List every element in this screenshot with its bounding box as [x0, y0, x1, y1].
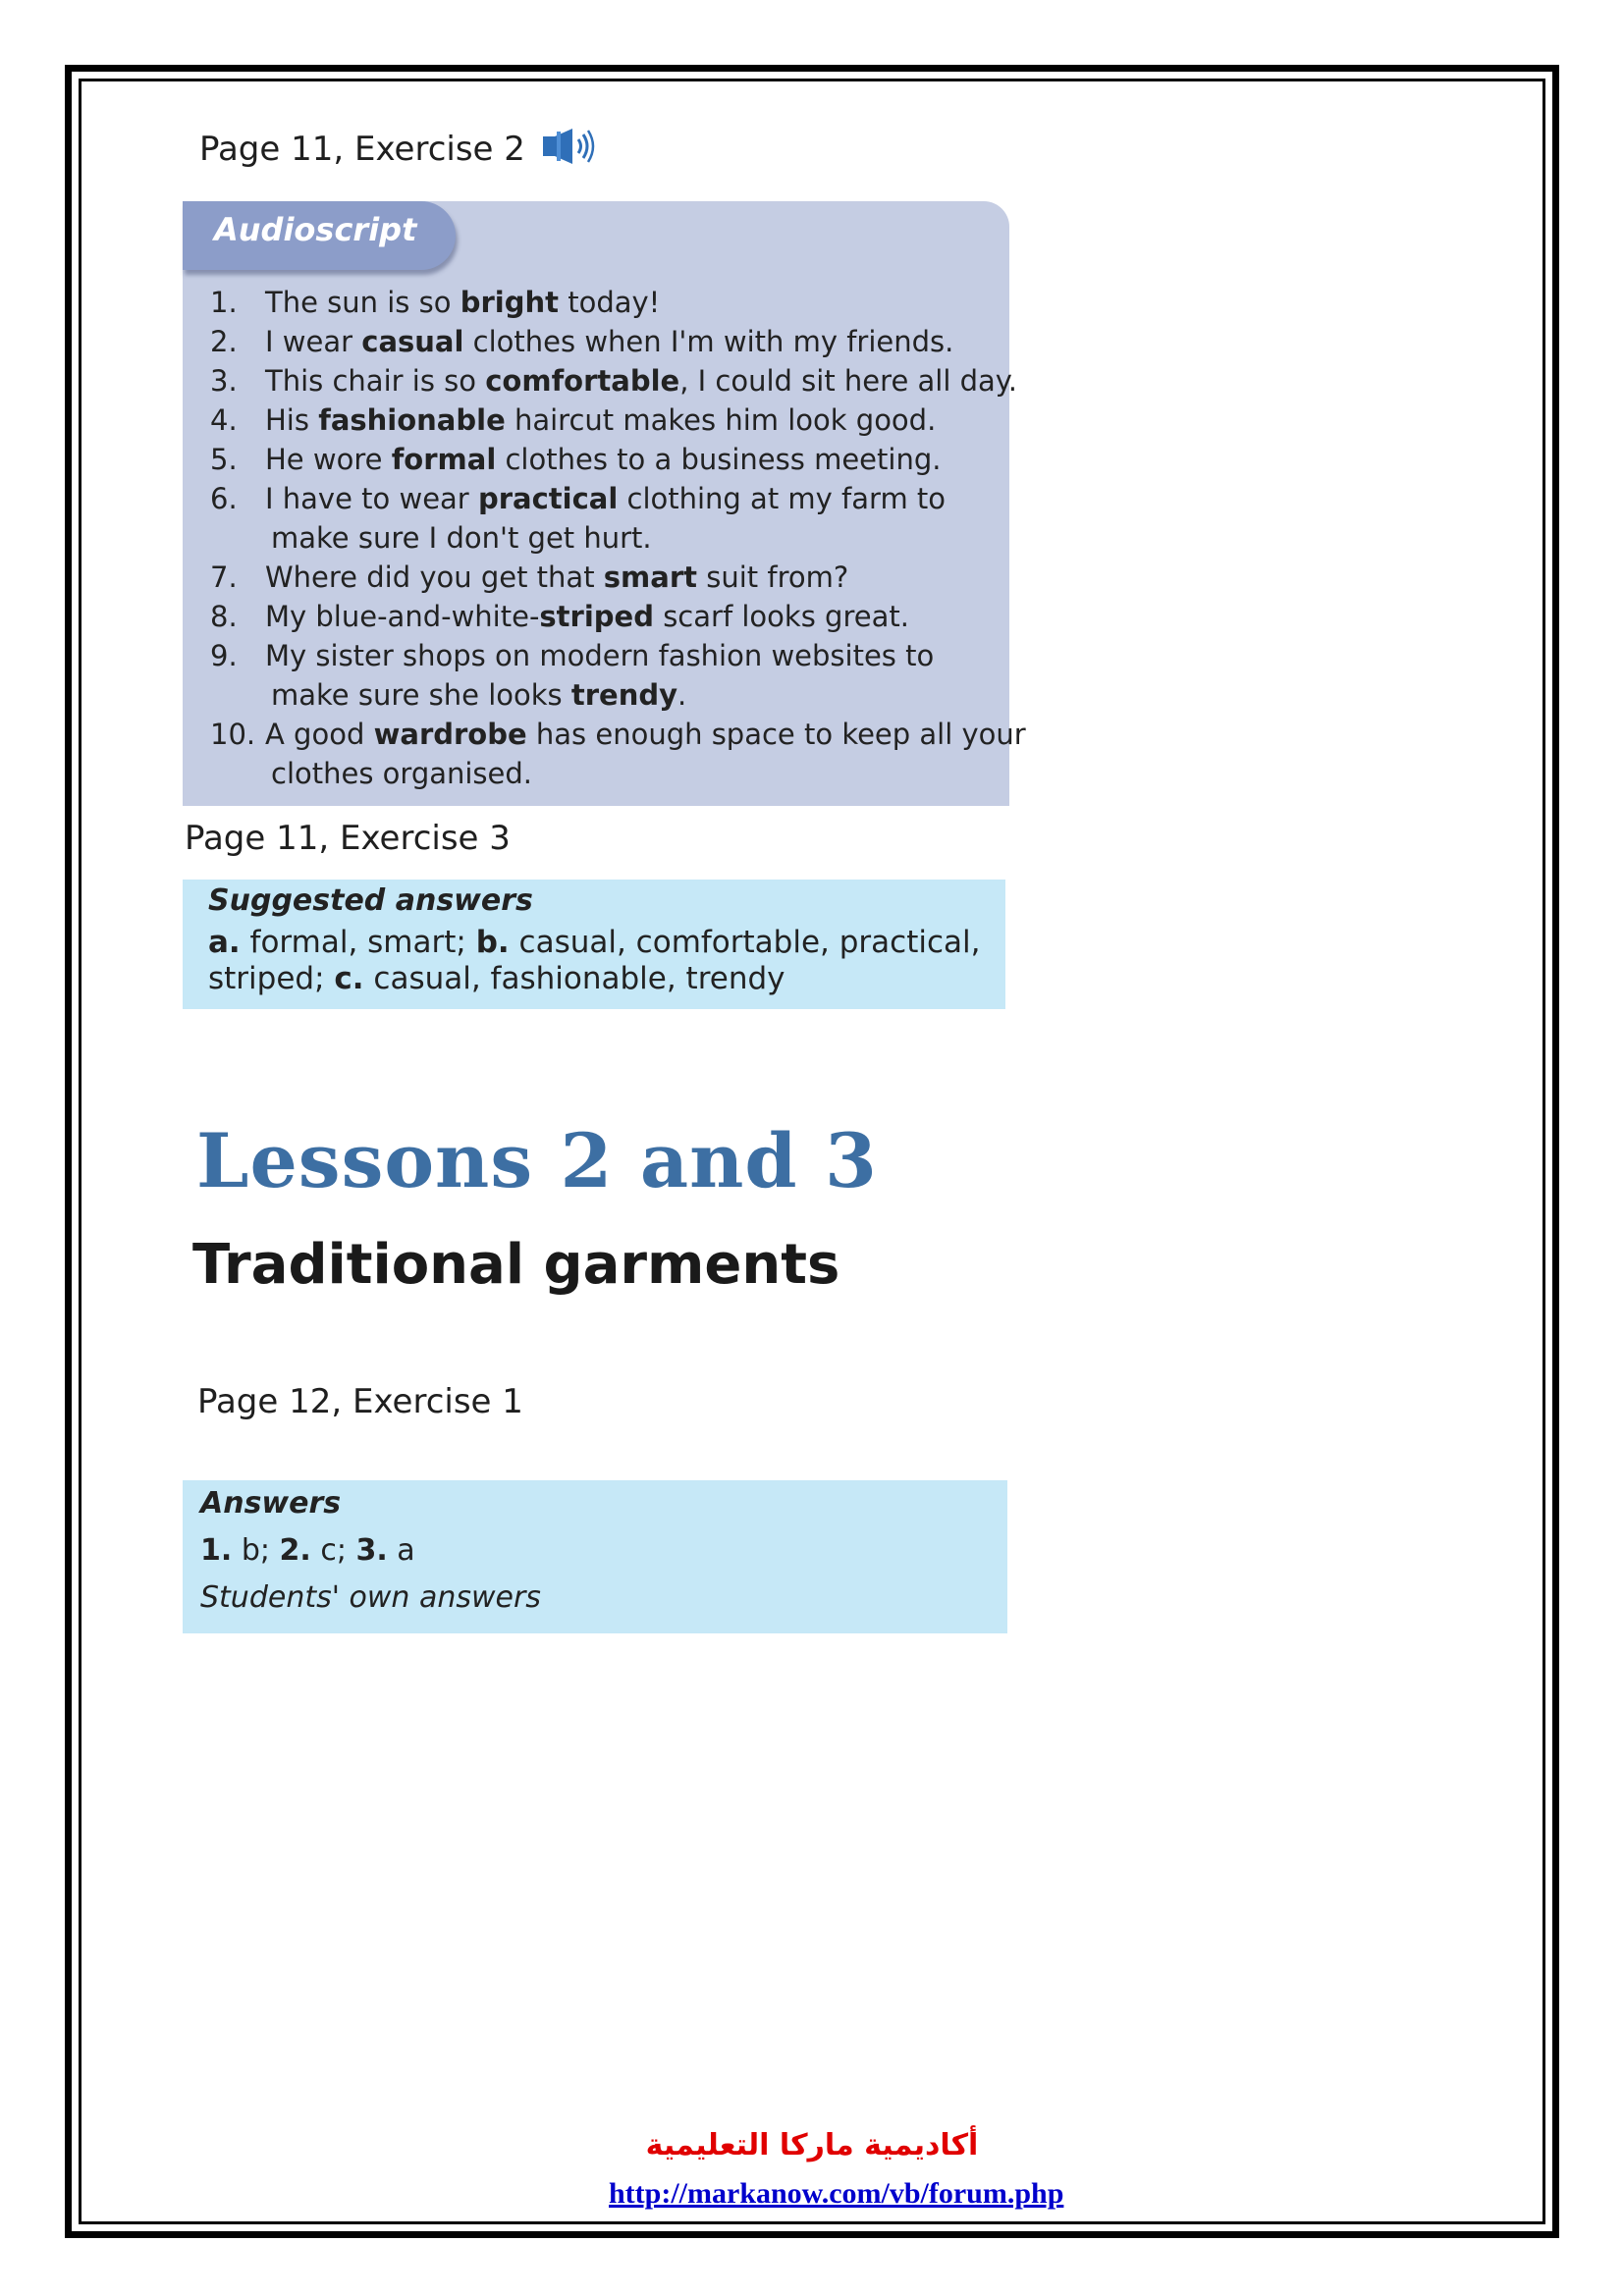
- suggested-answers-text: [208, 925, 994, 997]
- item-text: He wore: [265, 443, 392, 476]
- item-keyword: smart: [603, 561, 698, 594]
- item-text: haircut makes him look good.: [505, 403, 937, 437]
- item-number: 9.: [210, 639, 238, 672]
- list-item: [210, 283, 1007, 322]
- answer-value: casual, fashionable, trendy: [363, 961, 785, 996]
- answer-value: casual, comfortable, practical, striped;: [208, 925, 981, 996]
- suggested-answers-box: [183, 880, 1005, 1009]
- list-item: [210, 597, 1007, 636]
- answer-value: c;: [310, 1533, 356, 1568]
- audioscript-tab-label: Audioscript: [214, 211, 417, 248]
- item-text: make sure she looks: [271, 678, 571, 712]
- answer-label: b.: [475, 925, 510, 960]
- item-keyword: practical: [477, 482, 619, 515]
- item-number: 5.: [210, 443, 238, 476]
- item-keyword: trendy: [570, 678, 678, 712]
- lesson-subtitle: Traditional garments: [192, 1233, 840, 1297]
- audioscript-list: [210, 283, 1026, 793]
- item-keyword: striped: [539, 600, 654, 633]
- item-number: 3.: [210, 364, 238, 398]
- answer-value: formal, smart;: [240, 925, 476, 960]
- speaker-icon[interactable]: [541, 128, 596, 174]
- item-keyword: fashionable: [318, 403, 506, 437]
- item-keyword: formal: [391, 443, 497, 476]
- answer-label: 3.: [355, 1533, 388, 1568]
- answer-label: c.: [334, 961, 364, 996]
- answer-label: 2.: [279, 1533, 311, 1568]
- item-text: has enough space to keep all your: [526, 718, 1026, 751]
- item-keyword: bright: [460, 286, 559, 319]
- item-text-continued: [265, 675, 1007, 715]
- answers-title: Answers: [200, 1486, 342, 1521]
- item-text: scarf looks great.: [653, 600, 909, 633]
- exercise-2-heading-text: Page 11, Exercise 2: [199, 130, 525, 169]
- item-text: I wear: [265, 325, 362, 358]
- item-text: , I could sit here all day.: [679, 364, 1018, 398]
- list-item: [210, 440, 1007, 479]
- answer-label: a.: [208, 925, 241, 960]
- item-text: clothes when I'm with my friends.: [463, 325, 954, 358]
- item-text: clothes to a business meeting.: [496, 443, 942, 476]
- item-text: My sister shops on modern fashion websites to: [265, 639, 935, 672]
- item-text-continued: make sure I don't get hurt.: [271, 521, 652, 555]
- item-number: 1.: [210, 286, 238, 319]
- item-number: 7.: [210, 561, 238, 594]
- exercise-3-heading: Page 11, Exercise 3: [185, 819, 511, 858]
- audioscript-tab: [183, 201, 456, 270]
- item-text: My blue-and-white-: [265, 600, 540, 633]
- item-text: suit from?: [697, 561, 849, 594]
- item-number: 6.: [210, 482, 238, 515]
- answer-label: 1.: [200, 1533, 233, 1568]
- answer-value: a: [387, 1533, 415, 1568]
- lesson-title: Lessons 2 and 3: [196, 1117, 878, 1204]
- item-text: I have to wear: [265, 482, 478, 515]
- suggested-answers-title: Suggested answers: [208, 883, 533, 918]
- item-text: today!: [558, 286, 661, 319]
- item-number: 4.: [210, 403, 238, 437]
- item-text: The sun is so: [265, 286, 460, 319]
- list-item: [210, 715, 1026, 793]
- footer-academy-name: أكاديمية ماركا التعليمية: [645, 2128, 979, 2163]
- footer-forum-link[interactable]: http://markanow.com/vb/forum.php: [609, 2177, 1064, 2210]
- item-keyword: casual: [361, 325, 464, 358]
- item-number: 10.: [210, 718, 256, 751]
- list-item: [210, 558, 1007, 597]
- item-text: This chair is so: [265, 364, 486, 398]
- list-item: [210, 636, 1007, 715]
- item-text: His: [265, 403, 319, 437]
- item-keyword: wardrobe: [373, 718, 527, 751]
- item-keyword: comfortable: [485, 364, 680, 398]
- list-item: [210, 361, 1018, 400]
- exercise-2-heading: [199, 128, 596, 174]
- item-number: 8.: [210, 600, 238, 633]
- answer-value: b;: [232, 1533, 280, 1568]
- answers-box: [183, 1480, 1007, 1633]
- item-number: 2.: [210, 325, 238, 358]
- list-item: [210, 400, 1007, 440]
- list-item: [210, 322, 1007, 361]
- list-item: [210, 479, 1007, 558]
- item-text: Where did you get that: [265, 561, 604, 594]
- item-text: clothing at my farm to: [618, 482, 947, 515]
- item-text: A good: [265, 718, 374, 751]
- answers-key: [200, 1533, 415, 1568]
- item-text: .: [677, 678, 687, 712]
- exercise-1-heading: Page 12, Exercise 1: [197, 1382, 523, 1421]
- answers-note: Students' own answers: [200, 1580, 541, 1615]
- item-text-continued: clothes organised.: [271, 757, 533, 790]
